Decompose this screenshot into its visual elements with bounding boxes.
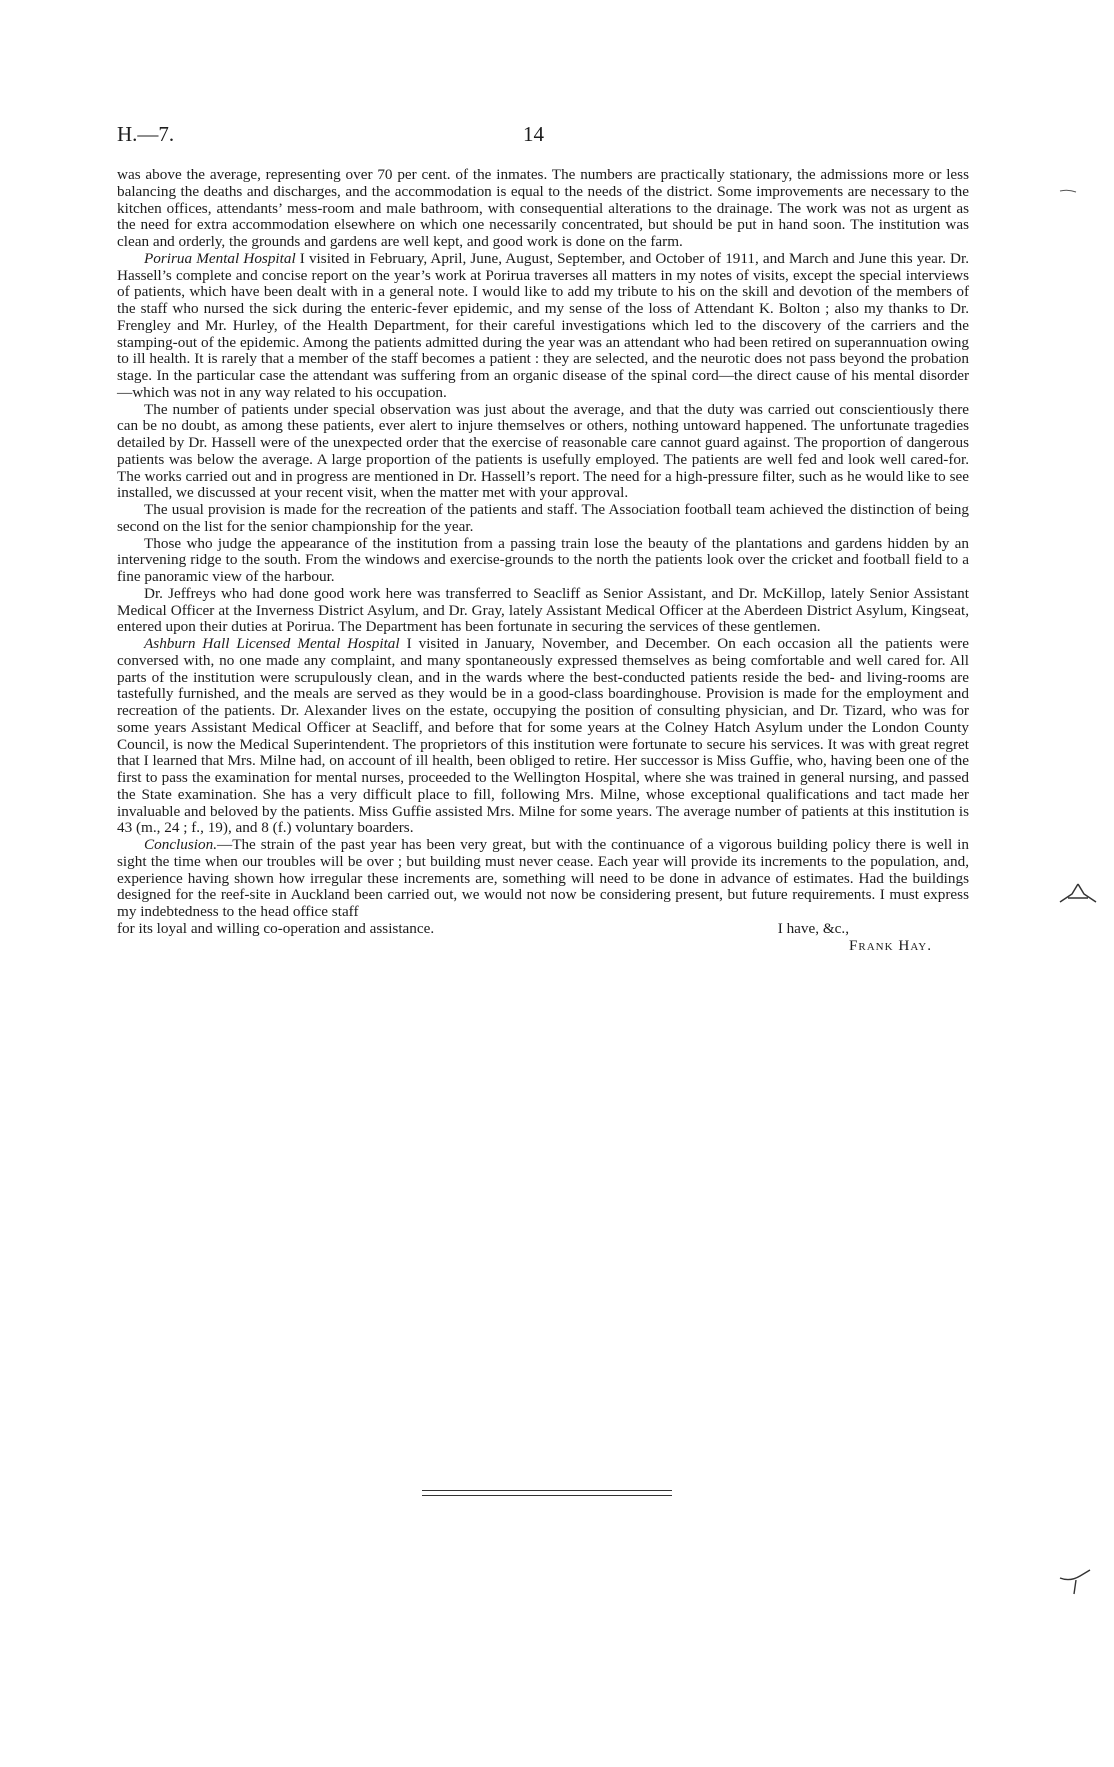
report-body — [117, 167, 969, 954]
paragraph-special-observation: The number of patients under special observation was just about the average, and that the duty was carried out conscientiously there can be no doubt, as among these patients, ever alert to injure themselves or others, nothing untoward happened. The unfortunate tragedies detailed by Dr. Hassell were of the unexpected order that the exercise of reasonable care cannot guard against. The proportion of dangerous patients was below the average. A large proportion of the patients is usefully employed. The patients are well fed and look well cared-for. The works carried out and in progress are mentioned in Dr. Hassell’s report. The need for a high-pressure filter, such as he would like to see installed, we discussed at your recent visit, when the matter met with your approval. — [117, 400, 969, 502]
page-number: 14 — [523, 122, 544, 146]
margin-scribble-mark — [1058, 880, 1098, 910]
paragraph-continuation: was above the average, representing over 70 per cent. of the inmates. The numbers are practically stationary, the admissions more or less balancing the deaths and discharges, and the accommodation is equal to the needs of the district. Some improvements are necessary to the kitchen offices, attendants’ mess-room and male bathroom, with consequential alterations to the drainage. The work was not as urgent as the need for extra accommodation elsewhere on which one necessarily concentrated, but should be put in hand soon. The institution was clean and orderly, the grounds and gardens are well kept, and good work is done on the farm. — [117, 166, 969, 250]
closing-rule-bottom — [422, 1495, 672, 1496]
closing-line — [117, 921, 969, 938]
heading-ashburn-hall: Ashburn Hall Licensed Mental Hospital — [144, 635, 400, 652]
paragraph-recreation: The usual provision is made for the recreation of the patients and staff. The Association football team achieved the distinction of being second on the list for the senior championship for the year. — [117, 501, 969, 535]
paragraph-appearance: Those who judge the appearance of the institution from a passing train lose the beauty of the plantations and gardens hidden by an intervening ridge to the south. From the windows and exercise-grounds to the north the patients look over the cricket and football field to a fine panoramic view of the harbour. — [117, 534, 969, 585]
paragraph-conclusion: Conclusion.—The strain of the past year has been very great, but with the continuance of a vigorous building policy there is well in sight the time when our troubles will be over ; but building must never cease. Each year will provide its increments to the population, and, experience having shown how irregular these increments are, something will need to be done in advance of estimates. Had the buildings designed for the reef-site in Auckland been carried out, we would not now be considering present, but future requirements. I must express my indebtedness to the head office staff — [117, 836, 969, 920]
page-header — [117, 122, 997, 152]
salutation: I have, &c., — [777, 919, 849, 937]
margin-tick-mark — [1058, 185, 1078, 197]
heading-conclusion: Conclusion. — [144, 836, 217, 853]
signature: Frank Hay. — [848, 936, 932, 954]
closing-rule-top — [422, 1490, 672, 1491]
paragraph-ashburn-hall: Ashburn Hall Licensed Mental Hospital I visited in January, November, and December. On each occasion all the patients were conversed with, no one made any complaint, and many spontaneously expressed themselves as being comfortable and well cared for. All parts of the institution were scrupulously clean, and in the wards where the best-conducted patients reside the bed- and living-rooms are tastefully furnished, and the meals are served as they would be in a good-class boardinghouse. Provision is made for the employment and recreation of the patients. Dr. Alexander lives on the estate, occupying the position of consulting physician, and Dr. Tizard, who was for some years Assistant Medical Officer at Seacliff, and before that for some years at the Colney Hatch Asylum under the London County Council, is now the Medical Superintendent. The proprietors of this institution were fortunate to secure his services. It was with great regret that I learned that Mrs. Milne had, on account of ill health, been obliged to retire. Her successor is Miss Guffie, who, having been one of the first to pass the examination for mental nurses, proceeded to the Wellington Hospital, where she was trained in general nursing, and passed the State examination. She has a very difficult place to fill, following Mrs. Milne, whose exceptional qualifications and tact made her invaluable and beloved by the patients. Miss Guffie assisted Mrs. Milne for some years. The average number of patients at this institution is 43 (m., 24 ; f., 19), and 8 (f.) voluntary boarders. — [117, 635, 969, 837]
closing-text: for its loyal and willing co-operation and assistance. — [117, 919, 435, 937]
paragraph-staff-changes: Dr. Jeffreys who had done good work here was transferred to Seacliff as Senior Assistant, and Dr. McKillop, lately Senior Assistant Medical Officer at the Inverness District Asylum, and Dr. Gray, lately Assistant Medical Officer at the Aberdeen District Asylum, Kingseat, entered upon their duties at Porirua. The Department has been fortunate in securing the services of these gentlemen. — [117, 584, 969, 636]
margin-scribble-mark-lower — [1056, 1560, 1096, 1600]
paragraph-porirua: Porirua Mental Hospital I visited in February, April, June, August, September, and October of 1911, and March and June this year. Dr. Hassell’s complete and concise report on the year’s work at Porirua traverses all matters in my notes of visits, except the special interviews of patients, which have been dealt with in a general note. I would like to add my tribute to his on the skill and devotion of the members of the staff who nursed the sick during the enteric-fever epidemic, and my sense of the loss of Attendant K. Bolton ; also my thanks to Dr. Frengley and Mr. Hurley, of the Health Department, for their careful investigations which led to the discovery of the carriers and the stamping-out of the epidemic. Among the patients admitted during the year was an attendant who had been retired on superannuation owing to ill health. It is rarely that a member of the staff becomes a patient : they are selected, and the neurotic does not pass beyond the probation stage. In the particular case the attendant was suffering from an organic disease of the spinal cord—the direct cause of his mental disorder—which was not in any way related to his occupation. — [117, 249, 969, 401]
heading-porirua: Porirua Mental Hospital — [144, 249, 296, 267]
document-reference: H.—7. — [117, 122, 175, 146]
